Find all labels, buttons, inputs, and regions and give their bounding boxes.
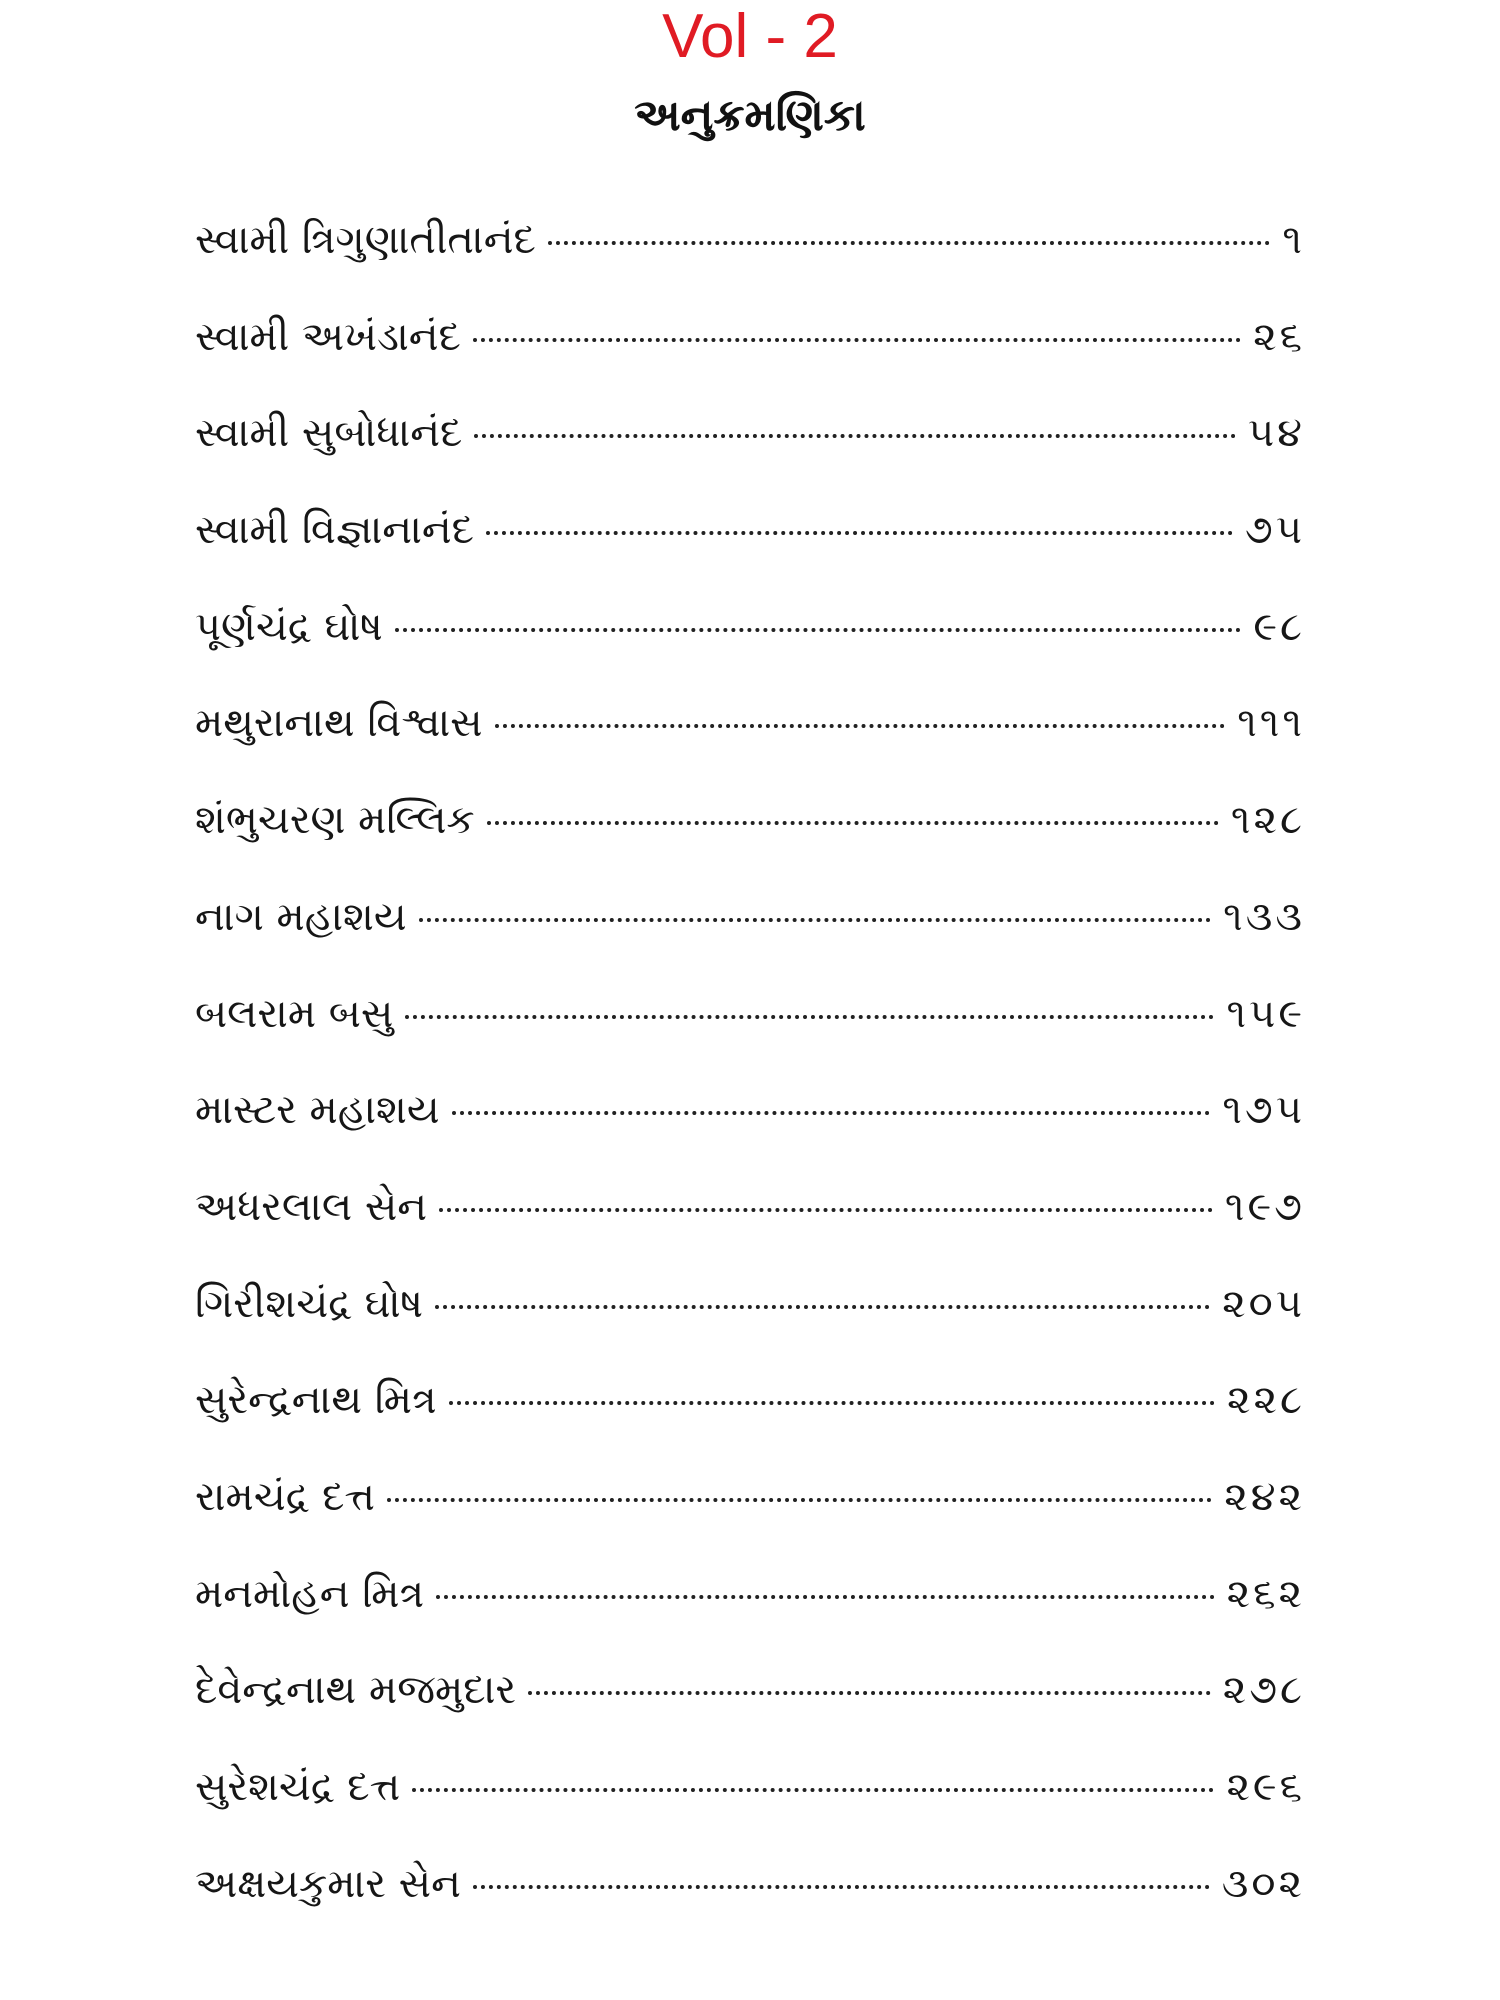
dot-leader bbox=[548, 241, 1271, 245]
toc-entry bbox=[195, 1465, 1305, 1562]
dot-leader bbox=[473, 338, 1241, 342]
toc-entry-title: પૂર્ણચંદ્ર ઘોષ bbox=[195, 603, 383, 650]
dot-leader bbox=[495, 724, 1226, 728]
toc-entry bbox=[195, 1368, 1305, 1465]
toc-entry-title: અધરલાલ સેન bbox=[195, 1183, 428, 1230]
dot-leader bbox=[419, 918, 1212, 922]
toc-entry-page-number: ૨૬ bbox=[1253, 313, 1305, 360]
dot-leader bbox=[449, 1401, 1215, 1405]
table-of-contents bbox=[195, 208, 1305, 1948]
toc-entry-title: બલરામ બસુ bbox=[195, 990, 394, 1037]
toc-entry-title: દેવેન્દ્રનાથ મજમુદાર bbox=[195, 1667, 517, 1714]
dot-leader bbox=[439, 1208, 1213, 1212]
toc-entry-title: સ્વામી અખંડાનંદ bbox=[195, 313, 461, 360]
toc-entry-title: સ્વામી ત્રિગુણાતીતાનંદ bbox=[195, 217, 536, 263]
toc-entry-page-number: ૨૨૮ bbox=[1227, 1377, 1305, 1424]
toc-entry-title: મનમોહન મિત્ર bbox=[195, 1570, 425, 1617]
toc-entry bbox=[195, 498, 1305, 595]
toc-entry-title: રામચંદ્ર દત્ત bbox=[195, 1473, 375, 1520]
toc-entry bbox=[195, 305, 1305, 402]
toc-entry bbox=[195, 1658, 1305, 1755]
toc-entry bbox=[195, 885, 1305, 982]
toc-entry bbox=[195, 401, 1305, 498]
toc-entry-title: સ્વામી સુબોધાનંદ bbox=[195, 410, 463, 457]
toc-entry-page-number: ૧૨૮ bbox=[1230, 797, 1305, 844]
toc-entry-title: અક્ષયકુમાર સેન bbox=[195, 1860, 461, 1907]
toc-entry-page-number: ૩૦૨ bbox=[1221, 1860, 1305, 1907]
toc-entry bbox=[195, 1562, 1305, 1659]
dot-leader bbox=[395, 628, 1242, 632]
dot-leader bbox=[486, 531, 1233, 535]
toc-entry-title: સુરેશચંદ્ર દત્ત bbox=[195, 1764, 401, 1810]
toc-entry-page-number: ૨૯૬ bbox=[1226, 1764, 1305, 1810]
dot-leader bbox=[487, 821, 1219, 825]
toc-entry-page-number: ૨૭૮ bbox=[1222, 1667, 1305, 1714]
toc-entry-page-number: ૧૭૫ bbox=[1222, 1087, 1305, 1134]
toc-entry-page-number: ૧૩૩ bbox=[1223, 893, 1305, 940]
toc-entry-page-number: ૧૯૭ bbox=[1224, 1183, 1305, 1230]
toc-entry-title: મથુરાનાથ વિશ્વાસ bbox=[195, 700, 483, 747]
toc-entry-page-number: ૫૪ bbox=[1247, 410, 1305, 457]
toc-entry-title: નાગ મહાશય bbox=[195, 893, 407, 940]
dot-leader bbox=[528, 1691, 1211, 1695]
dot-leader bbox=[387, 1498, 1212, 1502]
toc-entry bbox=[195, 208, 1305, 305]
toc-entry bbox=[195, 1755, 1305, 1852]
toc-entry bbox=[195, 982, 1305, 1079]
dot-leader bbox=[412, 1788, 1214, 1792]
dot-leader bbox=[473, 1885, 1210, 1889]
toc-heading: અનુક્રમણિકા bbox=[634, 90, 866, 141]
toc-entry bbox=[195, 1272, 1305, 1369]
dot-leader bbox=[405, 1015, 1214, 1019]
toc-entry-page-number: ૨૪૨ bbox=[1224, 1473, 1305, 1520]
toc-entry-title: માસ્ટર મહાશય bbox=[195, 1087, 440, 1134]
toc-entry bbox=[195, 1078, 1305, 1175]
dot-leader bbox=[452, 1111, 1211, 1115]
toc-entry bbox=[195, 1852, 1305, 1949]
dot-leader bbox=[435, 1305, 1210, 1309]
toc-entry bbox=[195, 1175, 1305, 1272]
toc-entry-page-number: ૧ bbox=[1282, 217, 1305, 263]
toc-entry-page-number: ૨૬૨ bbox=[1226, 1570, 1305, 1617]
toc-entry-title: ગિરીશચંદ્ર ઘોષ bbox=[195, 1280, 424, 1327]
toc-entry-page-number: ૭૫ bbox=[1244, 507, 1305, 554]
toc-entry-page-number: ૨૦૫ bbox=[1222, 1280, 1305, 1327]
toc-entry-title: સુરેન્દ્રનાથ મિત્ર bbox=[195, 1377, 437, 1424]
toc-entry bbox=[195, 788, 1305, 885]
toc-entry-title: સ્વામી વિજ્ઞાનાનંદ bbox=[195, 507, 475, 554]
toc-entry-title: શંભુચરણ મલ્લિક bbox=[195, 797, 475, 844]
toc-entry bbox=[195, 595, 1305, 692]
dot-leader bbox=[436, 1595, 1215, 1599]
dot-leader bbox=[474, 434, 1236, 438]
toc-entry bbox=[195, 691, 1305, 788]
volume-label: Vol - 2 bbox=[662, 2, 838, 71]
toc-entry-page-number: ૯૮ bbox=[1253, 603, 1305, 650]
toc-entry-page-number: ૧૧૧ bbox=[1237, 700, 1305, 747]
toc-entry-page-number: ૧૫૯ bbox=[1226, 990, 1305, 1037]
